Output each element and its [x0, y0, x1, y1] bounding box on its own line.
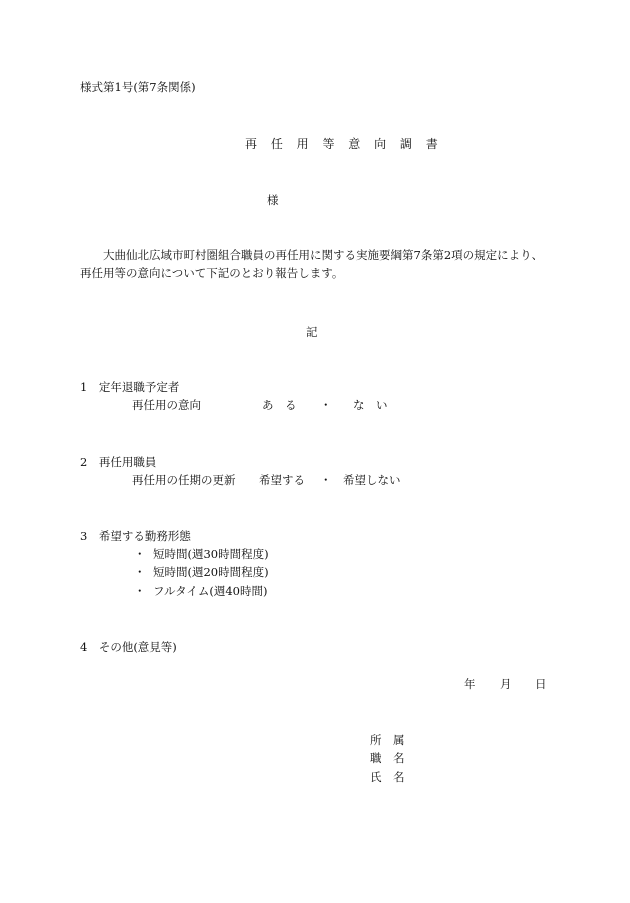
- ki-label: 記: [306, 325, 318, 339]
- section1-separator: ・: [320, 398, 332, 412]
- document-title: 再 任 用 等 意 向 調 書: [245, 137, 443, 151]
- section3-option-label: 短時間(週20時間程度): [153, 565, 269, 579]
- section3-option-bullet: ・: [134, 565, 146, 579]
- date-day: 日: [535, 677, 547, 691]
- signature-affiliation: 所 属: [370, 733, 405, 747]
- section2-separator: ・: [320, 473, 332, 487]
- body-line-2: 再任用等の意向について下記のとおり報告します。: [80, 266, 344, 281]
- signature-name: 氏 名: [370, 770, 405, 784]
- section2-heading: 2 再任用職員: [80, 455, 157, 469]
- section1-option-yes: あ る: [262, 398, 297, 412]
- signature-position: 職 名: [370, 751, 405, 765]
- date-month: 月: [500, 677, 512, 691]
- section3-option-bullet: ・: [134, 547, 146, 561]
- section3-option-bullet: ・: [134, 584, 146, 598]
- form-number: 様式第1号(第7条関係): [80, 80, 196, 94]
- section2-item-label: 再任用の任期の更新: [132, 473, 236, 487]
- body-paragraph: [80, 246, 550, 283]
- section3-heading: 3 希望する勤務形態: [80, 529, 191, 543]
- section2-option-no: 希望しない: [343, 473, 401, 487]
- section3-option-label: 短時間(週30時間程度): [153, 547, 269, 561]
- section1-heading: 1 定年退職予定者: [80, 380, 180, 394]
- body-line-1: 大曲仙北広域市町村圏組合職員の再任用に関する実施要綱第7条第2項の規定により、: [103, 248, 544, 262]
- addressee-suffix: 様: [267, 193, 279, 207]
- section4-heading: 4 その他(意見等): [80, 640, 177, 654]
- section2-option-yes: 希望する: [259, 473, 305, 487]
- date-year: 年: [464, 677, 476, 691]
- section1-option-no: な い: [353, 398, 388, 412]
- section1-item-label: 再任用の意向: [132, 398, 201, 412]
- section3-option-label: フルタイム(週40時間): [153, 584, 268, 598]
